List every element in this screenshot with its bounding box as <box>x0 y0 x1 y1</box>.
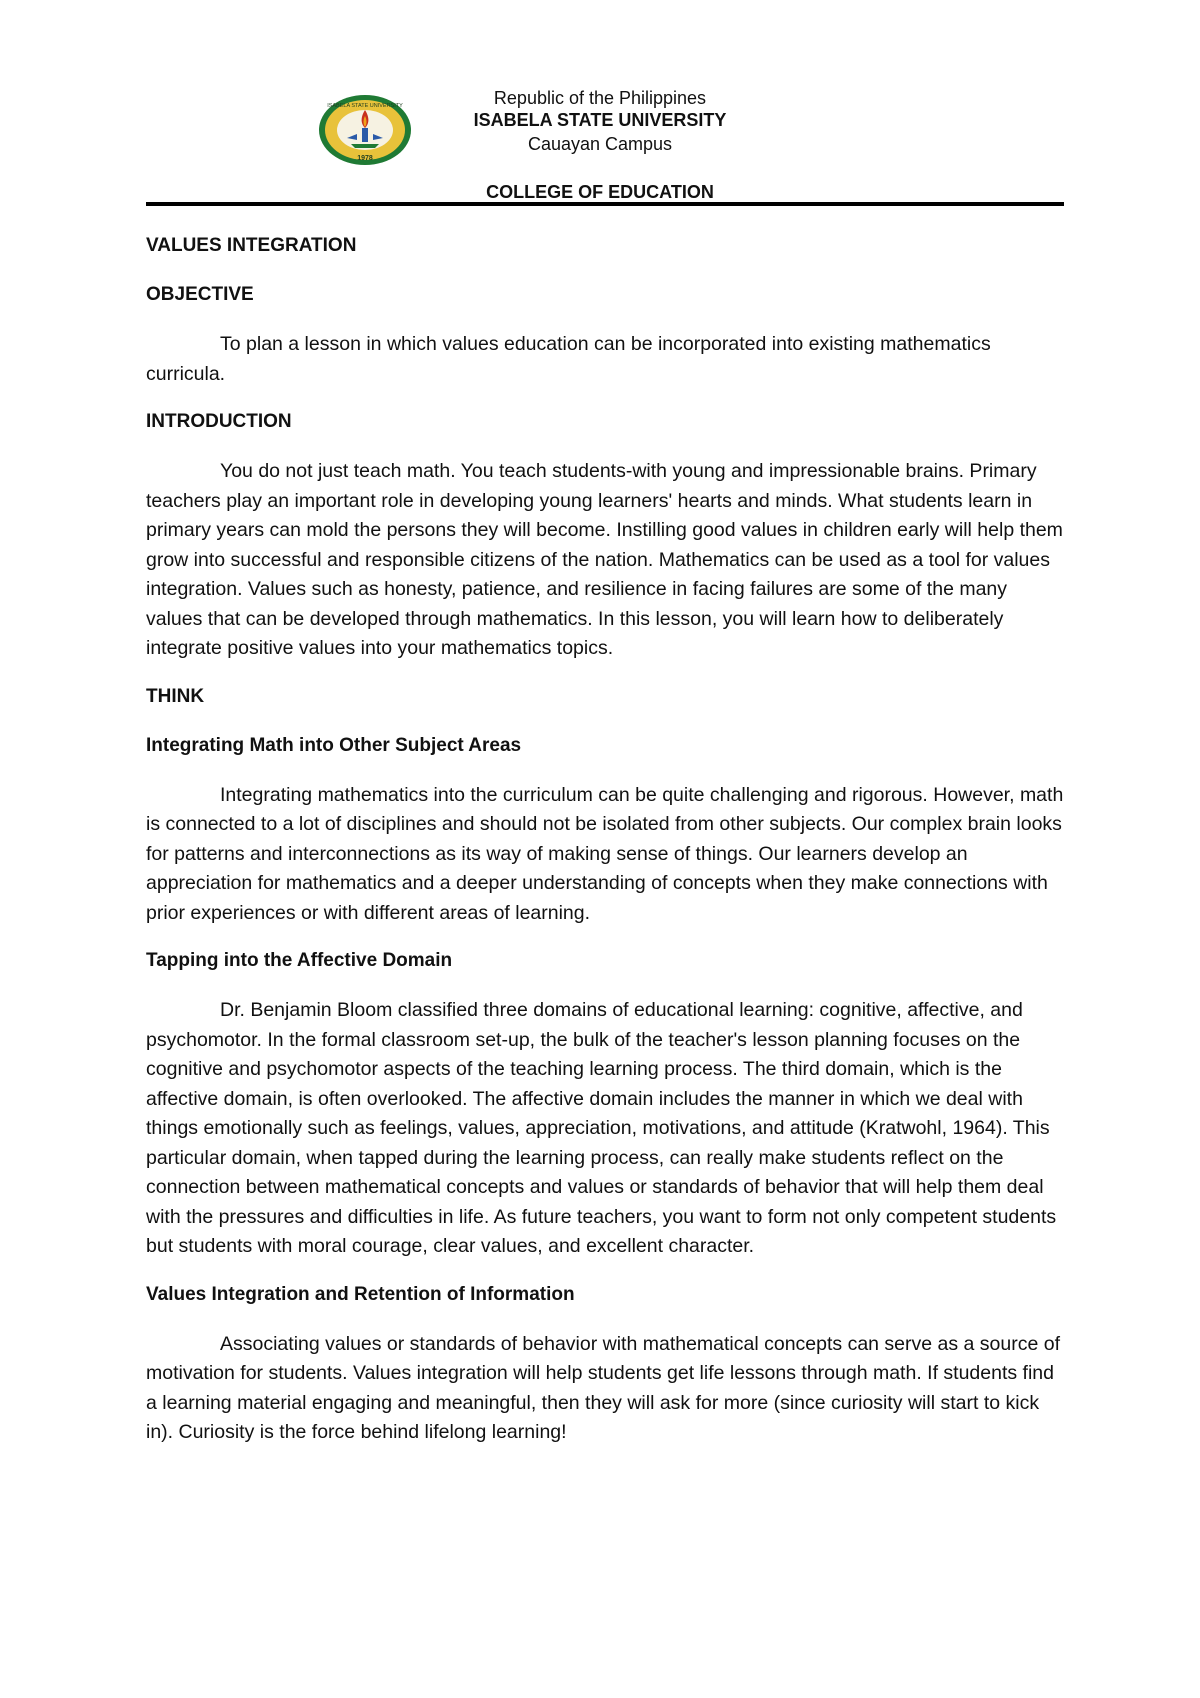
integrating-heading: Integrating Math into Other Subject Areas <box>146 734 522 756</box>
campus-name: Cauayan Campus <box>527 134 673 154</box>
page-title: VALUES INTEGRATION <box>146 235 357 256</box>
affective-paragraph: Dr. Benjamin Bloom classified three domains of educational learning: cognitive, affective, and psychomotor. In the formal classroom set-up, the bulk of the teacher's lesson planning focuses on the cognitive and psychomotor aspects of the teaching learning process. The third domain, which is the affective domain, is often overlooked. The affective domain includes the manner in which we deal with things emotionally such as feelings, values, appreciation, motivations, and attitude (Kratwohl, 1964). This particular domain, when tapped during the learning process, can really make students reflect on the connection between mathematical concepts and values or standards of behavior that will help them deal with the pressures and difficulties in life. As future teachers, you want to form not only competent students but students with moral courage, clear values, and excellent character. <box>146 999 1057 1257</box>
integrating-paragraph: Integrating mathematics into the curriculum can be quite challenging and rigorous. However, math is connected to a lot of disciplines and should not be isolated from other subjects. Our complex brain looks for patterns and interconnections as its way of making sense of things. Our learners develop an appreciation for mathematics and a deeper understanding of concepts when they make connections with prior experiences or with different areas of learning. <box>146 783 1064 924</box>
college-name: COLLEGE OF EDUCATION <box>486 182 714 202</box>
objective-paragraph: To plan a lesson in which values education can be incorporated into existing mathematics curricula. <box>146 333 991 385</box>
introduction-heading: INTRODUCTION <box>146 411 292 432</box>
think-heading: THINK <box>146 685 205 707</box>
seal-year: 1978 <box>357 155 373 162</box>
header-divider <box>146 202 1064 206</box>
document-body <box>146 232 1066 1467</box>
retention-paragraph: Associating values or standards of behavior with mathematical concepts can serve as a source of motivation for students. Values integration will help students get life lessons through math. If students find a learning material engaging and meaningful, then they will ask for more (since curiosity will start to kick in). Curiosity is the force behind lifelong learning! <box>146 1332 1061 1443</box>
university-name: ISABELA STATE UNIVERSITY <box>473 110 727 130</box>
seal-top-text: ISABELA STATE UNIVERSITY <box>327 103 403 109</box>
retention-heading: Values Integration and Retention of Information <box>146 1283 575 1305</box>
introduction-paragraph: You do not just teach math. You teach students-with young and impressionable brains. Primary teachers play an important role in developing young learners' hearts and minds. What students learn in primary years can mold the persons they will become. Instilling good values in children early will help them grow into successful and responsible citizens of the nation. Mathematics can be used as a tool for values integration. Values such as honesty, patience, and resilience in facing failures are some of the many values that can be developed through mathematics. In this lesson, you will learn how to deliberately integrate positive values into your mathematics topics. <box>146 460 1063 659</box>
document-header <box>0 84 1200 204</box>
republic-line: Republic of the Philippines <box>493 88 707 108</box>
objective-heading: OBJECTIVE <box>146 284 254 305</box>
affective-heading: Tapping into the Affective Domain <box>146 950 453 971</box>
